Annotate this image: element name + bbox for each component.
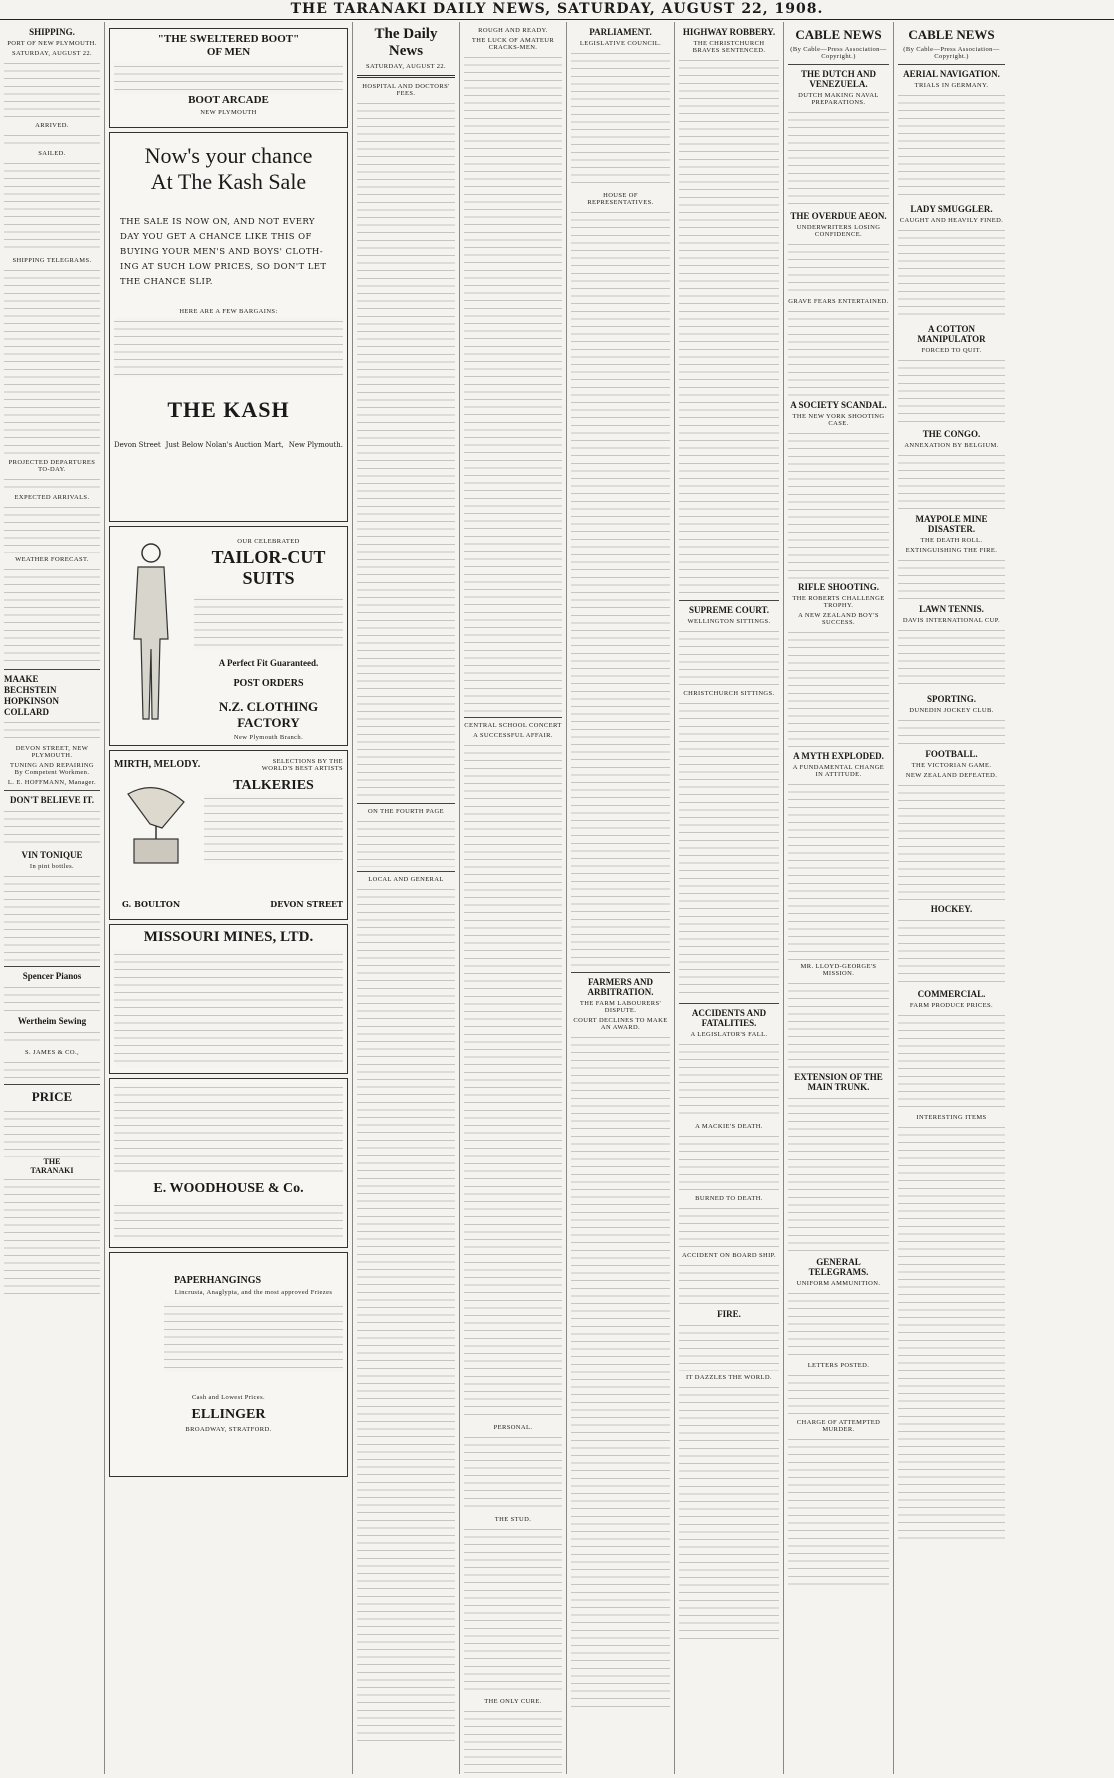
mines-ad [109, 924, 348, 1074]
grave-sub: GRAVE FEARS ENTERTAINED. [788, 298, 889, 305]
parliament-heading: PARLIAMENT. [589, 27, 652, 37]
hockey-heading: HOCKEY. [930, 904, 973, 914]
tailor-main: TAILOR-CUT SUITS [211, 547, 326, 588]
clothing-factory: N.Z. CLOTHING FACTORY [218, 699, 319, 730]
maypole-sub-2: EXTINGUISHING THE FIRE. [905, 547, 998, 554]
cotton-article [898, 356, 1005, 426]
highway-article [679, 56, 779, 596]
maypole-heading: MAYPOLE MINE DISASTER. [915, 514, 988, 534]
concert-article [464, 741, 562, 1421]
fire-article [679, 1321, 779, 1371]
james-line: S. JAMES & CO., [24, 1049, 80, 1056]
sale-text: THE SALE IS NOW ON, AND NOT EVERY DAY YOU GET A CHANCE LIKE THIS OF BUYING YOUR MEN'S AND BOYS' CLOTH-ING AT SUCH LOW PRICES, SO DON'T LET THE CHANCE SLIP. [120, 217, 327, 287]
only-cure-text [464, 1707, 562, 1774]
board-ship-article [679, 1261, 779, 1306]
clothing-branch: New Plymouth Branch. [233, 734, 304, 741]
dazzles-article [679, 1383, 779, 1643]
price-text [4, 1107, 100, 1157]
dutch-sub: DUTCH MAKING NAVAL PREPARATIONS. [798, 92, 879, 106]
leader-date: SATURDAY, AUGUST 22. [365, 63, 447, 70]
arrived-heading: ARRIVED. [35, 122, 69, 129]
fourth-page-list [357, 817, 455, 867]
rifle-sub-2: A NEW ZEALAND BOY'S SUCCESS. [798, 612, 879, 626]
shipping-heading: SHIPPING. [29, 27, 75, 37]
boot-ad-text [114, 62, 343, 94]
dont-believe-text [4, 807, 100, 847]
board-ship-heading: ACCIDENT ON BOARD SHIP. [682, 1252, 776, 1259]
tailor-text [194, 595, 343, 650]
farmers-heading: FARMERS AND ARBITRATION. [587, 977, 654, 997]
mines-text [114, 950, 343, 1068]
vin-tonique-heading: VIN TONIQUE [21, 850, 83, 860]
stud-article [464, 1525, 562, 1695]
weather-heading: WEATHER FORECAST. [15, 556, 89, 563]
rifle-sub: THE ROBERTS CHALLENGE TROPHY. [792, 595, 885, 609]
cotton-heading: A COTTON MANIPULATOR [917, 324, 986, 344]
projected-heading: PROJECTED DEPARTURES TO-DAY. [8, 459, 96, 473]
overdue-heading: THE OVERDUE AEON. [790, 211, 887, 221]
dutch-heading: THE DUTCH AND VENEZUELA. [800, 69, 876, 89]
overdue-article [788, 240, 889, 295]
ellinger-address: BROADWAY, STRATFORD. [185, 1426, 272, 1433]
vin-tonique-text [4, 872, 100, 962]
aerial-sub: TRIALS IN GERMANY. [914, 82, 989, 89]
woodhouse-text [114, 1083, 343, 1173]
smuggler-heading: LADY SMUGGLER. [910, 204, 993, 214]
accidents-heading: ACCIDENTS AND FATALITIES. [691, 1008, 767, 1028]
fourth-page-heading: ON THE FOURTH PAGE [368, 808, 444, 815]
smuggler-sub: CAUGHT AND HEAVILY FINED. [899, 217, 1004, 224]
wellington-article [679, 627, 779, 687]
legislator-fall: A LEGISLATOR'S FALL. [690, 1031, 768, 1038]
overdue-sub: UNDERWRITERS LOSING CONFIDENCE. [796, 224, 881, 238]
congo-heading: THE CONGO. [922, 429, 981, 439]
masthead-title: THE TARANAKI DAILY NEWS, SATURDAY, AUGUST 22, 1908. [290, 1, 824, 17]
tennis-heading: LAWN TENNIS. [919, 604, 984, 614]
kash-brand: THE KASH [167, 397, 290, 422]
congo-sub: ANNEXATION BY BELGIUM. [904, 442, 999, 449]
congo-article [898, 451, 1005, 511]
produce-article [898, 1011, 1005, 1111]
only-cure-heading: THE ONLY CURE. [484, 1698, 542, 1705]
talkeries-ad [109, 750, 348, 920]
produce-sub: FARM PRODUCE PRICES. [909, 1002, 994, 1009]
myth-article [788, 780, 889, 960]
christchurch-sittings: CHRISTCHURCH SITTINGS. [683, 690, 775, 697]
date-line: SATURDAY, AUGUST 22. [11, 50, 93, 57]
concert-heading: CENTRAL SCHOOL CONCERT [464, 722, 562, 729]
woodhouse-text-2 [114, 1201, 343, 1241]
talkeries-text [204, 794, 343, 864]
sporting-sub: DUNEDIN JOCKEY CLUB. [909, 707, 994, 714]
mackie-article [679, 1132, 779, 1192]
cotton-sub: FORCED TO QUIT. [921, 347, 982, 354]
pianos-ad: MAAKE BECHSTEIN HOPKINSON COLLARD [4, 674, 60, 717]
column-ads [104, 22, 352, 1774]
column-rough [459, 22, 566, 1774]
selections-line: SELECTIONS BY THE WORLD'S BEST ARTISTS [261, 758, 343, 772]
myth-sub: A FUNDAMENTAL CHANGE IN ATTITUDE. [792, 764, 885, 778]
dont-believe-heading: DON'T BELIEVE IT. [10, 795, 94, 805]
council-article [571, 49, 670, 189]
tennis-article [898, 626, 1005, 691]
masthead [0, 0, 1114, 20]
manager-line: L. E. HOFFMANN, Manager. [7, 779, 97, 786]
commercial-heading: COMMERCIAL. [917, 989, 986, 999]
local-article [357, 885, 455, 1745]
maypole-sub: THE DEATH ROLL. [920, 537, 983, 544]
man-figure-illustration [124, 539, 179, 724]
cash-line: Cash and Lowest Prices. [191, 1394, 266, 1401]
scandal-heading: A SOCIETY SCANDAL. [790, 400, 887, 410]
farmers-article [571, 1033, 670, 1713]
hockey-article [898, 916, 1005, 986]
rifle-article [788, 628, 889, 748]
christchurch-article [679, 699, 779, 999]
chance-line-1: Now's your chance [144, 143, 313, 168]
tailor-heading: OUR CELEBRATED [237, 538, 300, 545]
local-heading: LOCAL AND GENERAL [368, 876, 444, 883]
highway-sub: THE CHRISTCHURCH BRAVES SENTENCED. [692, 40, 766, 54]
court-sub: COURT DECLINES TO MAKE AN AWARD. [573, 1017, 668, 1031]
talkeries-title: TALKERIES [233, 778, 314, 793]
taranaki-ad: THE TARANAKI [30, 1157, 74, 1175]
perfect-fit: A Perfect Fit Guaranteed. [218, 658, 319, 668]
stud-heading: THE STUD. [494, 1516, 532, 1523]
spencer-heading: Spencer Pianos [22, 971, 82, 981]
gramophone-illustration [122, 784, 190, 869]
mines-title: MISSOURI MINES, LTD. [143, 929, 314, 945]
charge-sub: CHARGE OF ATTEMPTED MURDER. [796, 1419, 881, 1433]
personal-heading: PERSONAL. [493, 1424, 533, 1431]
dutch-article [788, 108, 889, 208]
chance-line-2: At The Kash Sale [150, 169, 307, 194]
council-sub: LEGISLATIVE COUNCIL. [579, 40, 662, 47]
tailor-ad [109, 526, 348, 746]
grave-article [788, 307, 889, 397]
lloyd-article [788, 979, 889, 1069]
bargains-heading: HERE ARE A FEW BARGAINS: [179, 308, 278, 315]
taranaki-text [4, 1175, 100, 1295]
devon-street-line: DEVON STREET, NEW PLYMOUTH. [15, 745, 89, 759]
james-text [4, 1058, 100, 1080]
boot-arcade-town: NEW PLYMOUTH [200, 109, 257, 116]
wertheim-heading: Wertheim Sewing [17, 1016, 87, 1026]
boulton-street: DEVON STREET [270, 899, 343, 909]
lloyd-heading: MR. LLOYD-GEORGE'S MISSION. [800, 963, 877, 977]
wellington-sittings: WELLINGTON SITTINGS. [687, 618, 771, 625]
interesting-sub: INTERESTING ITEMS [916, 1114, 987, 1121]
vin-tonique-sub: In pint bottles. [29, 863, 75, 870]
scandal-sub: THE NEW YORK SHOOTING CASE. [792, 413, 885, 427]
post-orders: POST ORDERS [233, 678, 304, 689]
rough-article [464, 53, 562, 713]
paperhangings-title: PAPERHANGINGS [174, 1275, 262, 1286]
cable-sub-1: (By Cable—Press Association—Copyright.) [790, 46, 887, 60]
rough-heading: ROUGH AND READY. [478, 27, 548, 34]
burned-heading: BURNED TO DEATH. [695, 1195, 763, 1202]
wertheim-text [4, 1028, 100, 1046]
tuning-line: TUNING AND REPAIRING By Competent Workmen. [10, 762, 94, 776]
extension-article [788, 1094, 889, 1254]
football-sub: THE VICTORIAN GAME. [911, 762, 992, 769]
interesting-article [898, 1123, 1005, 1543]
column-leader [352, 22, 459, 1774]
telegrams-text [4, 266, 100, 456]
uniform-article [788, 1289, 889, 1359]
scandal-article [788, 429, 889, 579]
column-cable-1 [783, 22, 893, 1774]
woodhouse-title: E. WOODHOUSE & Co. [153, 1181, 304, 1196]
hospital-heading: HOSPITAL AND DOCTORS' FEES. [362, 83, 450, 97]
ellinger-title: ELLINGER [191, 1407, 266, 1422]
personal-article [464, 1433, 562, 1513]
cable-sub-2: (By Cable—Press Association—Copyright.) [903, 46, 1000, 60]
column-news [674, 22, 783, 1774]
cable-heading-2: CABLE NEWS [908, 27, 995, 42]
kash-town: New Plymouth. [288, 441, 343, 449]
extension-heading: EXTENSION OF THE MAIN TRUNK. [794, 1072, 883, 1092]
sailed-text [4, 159, 100, 254]
woodhouse-ad [109, 1078, 348, 1248]
paperhangings-ad [109, 1252, 348, 1477]
general-heading: GENERAL TELEGRAMS. [808, 1257, 869, 1277]
column-shipping [0, 22, 104, 1774]
boulton-name: G. BOULTON [122, 899, 181, 909]
aerial-heading: AERIAL NAVIGATION. [903, 69, 1000, 79]
cable-heading-1: CABLE NEWS [795, 27, 882, 42]
rifle-heading: RIFLE SHOOTING. [797, 582, 880, 592]
telegrams-heading: SHIPPING TELEGRAMS. [12, 257, 92, 264]
farmers-sub: THE FARM LABOURERS' DISPUTE. [579, 1000, 662, 1014]
myth-heading: A MYTH EXPLODED. [793, 751, 884, 761]
charge-article [788, 1435, 889, 1585]
boot-arcade-title: BOOT ARCADE [188, 94, 269, 106]
highway-heading: HIGHWAY ROBBERY. [682, 27, 776, 37]
pianos-text [4, 718, 100, 742]
reps-article [571, 208, 670, 968]
expected-heading: EXPECTED ARRIVALS. [14, 494, 90, 501]
reps-sub: HOUSE OF REPRESENTATIVES. [587, 192, 654, 206]
fire-heading: FIRE. [717, 1309, 741, 1319]
column-cable-2 [893, 22, 1114, 1774]
projected-text [4, 475, 100, 491]
mackie-death: A MACKIE'S DEATH. [695, 1123, 763, 1130]
aerial-article [898, 91, 1005, 201]
football-heading: FOOTBALL. [925, 749, 978, 759]
expected-text [4, 503, 100, 553]
burned-article [679, 1204, 779, 1249]
kash-sale-ad [109, 132, 348, 522]
football-sub-2: NEW ZEALAND DEFEATED. [905, 772, 998, 779]
sailed-heading: SAILED. [38, 150, 66, 157]
column-parliament [566, 22, 674, 1774]
tide-table [4, 59, 100, 119]
melody-heading: MIRTH, MELODY. [114, 759, 201, 770]
letters-sub: LETTERS POSTED. [807, 1362, 870, 1369]
tennis-sub: DAVIS INTERNATIONAL CUP. [902, 617, 1001, 624]
maypole-article [898, 556, 1005, 601]
sporting-heading: SPORTING. [927, 694, 976, 704]
port-heading: PORT OF NEW PLYMOUTH. [7, 40, 97, 47]
uniform-sub: UNIFORM AMMUNITION. [796, 1280, 881, 1287]
boot-ad-title: "THE SWELTERED BOOT" OF MEN [157, 33, 300, 58]
supreme-heading: SUPREME COURT. [688, 605, 770, 615]
football-article [898, 781, 1005, 901]
weather-text [4, 565, 100, 665]
hospital-article [357, 99, 455, 799]
rough-sub: THE LUCK OF AMATEUR CRACKS-MEN. [471, 37, 555, 51]
paperhangings-sub: Lincrusta, Anaglypta, and the most approved Friezes [174, 1289, 333, 1296]
concert-sub: A SUCCESSFUL AFFAIR. [473, 732, 553, 739]
smuggler-article [898, 226, 1005, 321]
paper-title: The Daily News [374, 26, 438, 59]
bargains-list [114, 317, 343, 377]
paperhangings-text [164, 1302, 343, 1372]
sporting-article [898, 716, 1005, 746]
kash-street: Devon Street [114, 441, 161, 449]
letters-article [788, 1371, 889, 1416]
price-heading: PRICE [31, 1089, 73, 1104]
spencer-text [4, 983, 100, 1013]
dazzles-heading: IT DAZZLES THE WORLD. [685, 1374, 773, 1381]
arrived-text [4, 131, 100, 147]
legislator-article [679, 1040, 779, 1120]
boot-ad [109, 28, 348, 128]
kash-location: Just Below Nolan's Auction Mart, [165, 441, 284, 449]
